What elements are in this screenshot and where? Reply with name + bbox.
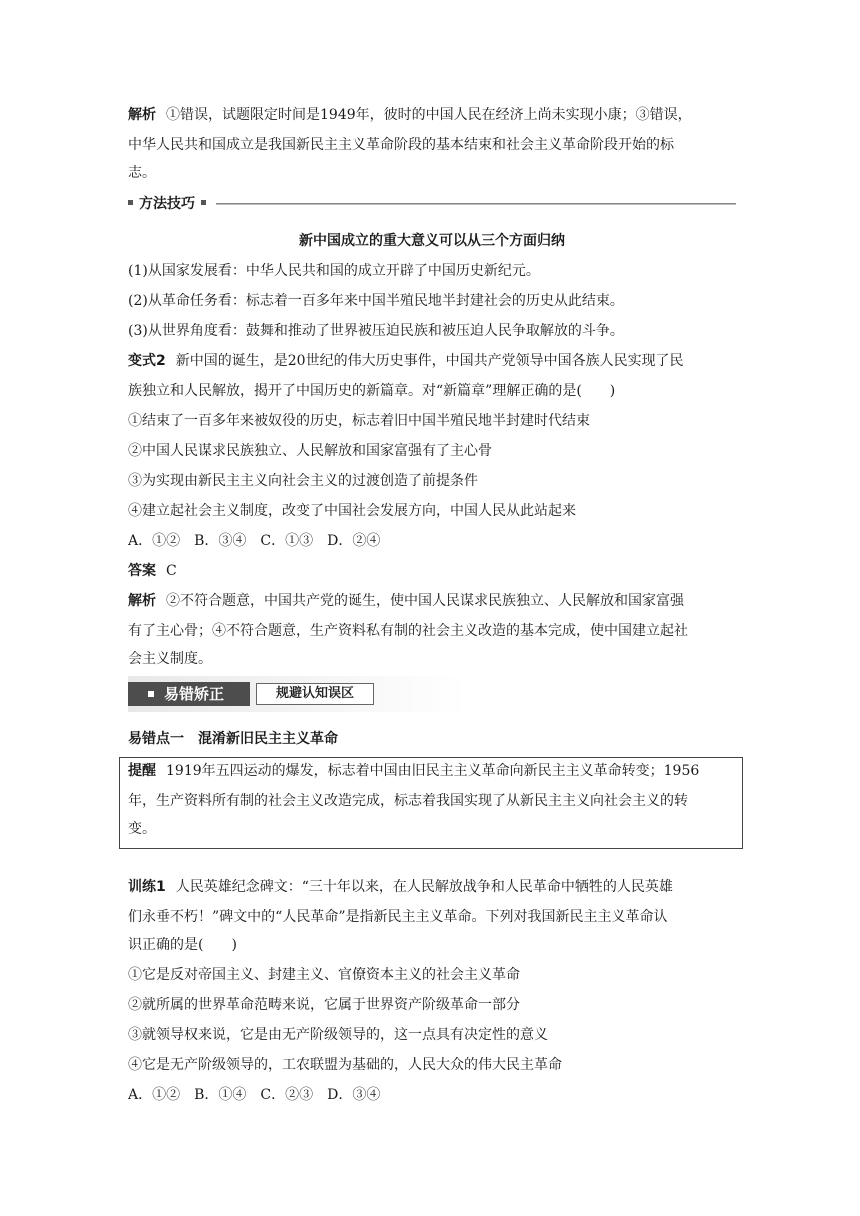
method-point: (2)从革命任务看：标志着一百多年来中国半殖民地半封建社会的历史从此结束。 bbox=[128, 293, 624, 309]
question-label: 变式2 bbox=[128, 353, 166, 369]
question-option: ②就所属的世界革命范畴来说，它属于世界资产阶级革命一部分 bbox=[128, 997, 520, 1013]
error-point-title: 混淆新旧民主主义革命 bbox=[198, 731, 338, 747]
question-option: ④它是无产阶级领导的，工农联盟为基础的，人民大众的伟大民主革命 bbox=[128, 1057, 562, 1073]
method-point: (3)从世界角度看：鼓舞和推动了世界被压迫民族和被压迫人民争取解放的斗争。 bbox=[128, 323, 624, 339]
bullet-square-icon bbox=[148, 691, 154, 697]
analysis-label: 解析 bbox=[128, 593, 156, 609]
banner-main: 易错矫正 bbox=[128, 682, 250, 706]
reminder-label: 提醒 bbox=[128, 763, 156, 779]
analysis-line: 解析 ②不符合题意，中国共产党的诞生，使中国人民谋求民族独立、人民解放和国家富强 bbox=[128, 593, 684, 609]
reminder-line: 年，生产资料所有制的社会主义改造完成，标志着我国实现了从新民主主义向社会主义的转 bbox=[128, 793, 688, 809]
question-option: ③就领导权来说，它是由无产阶级领导的，这一点具有决定性的意义 bbox=[128, 1027, 548, 1043]
question-option: ④建立起社会主义制度，改变了中国社会发展方向，中国人民从此站起来 bbox=[128, 503, 576, 519]
method-section-header bbox=[128, 192, 736, 214]
method-heading: 新中国成立的重大意义可以从三个方面归纳 bbox=[299, 233, 565, 249]
answer-choices: A．①② B．①④ C．②③ D．③④ bbox=[128, 1087, 381, 1103]
question-label: 训练1 bbox=[128, 879, 166, 895]
method-point: (1)从国家发展看：中华人民共和国的成立开辟了中国历史新纪元。 bbox=[128, 263, 540, 279]
answer-line bbox=[128, 556, 736, 586]
analysis-line: 有了主心骨；④不符合题意，生产资料私有制的社会主义改造的基本完成，使中国建立起社 bbox=[128, 623, 688, 639]
analysis-line: 解析 ①错误，试题限定时间是1949年，彼时的中国人民在经济上尚未实现小康；③错误， bbox=[128, 107, 692, 123]
question-stem: 训练1 人民英雄纪念碑文：“三十年以来，在人民解放战争和人民革命中牺牲的人民英雄 bbox=[128, 879, 673, 895]
question-stem: 变式2 新中国的诞生，是20世纪的伟大历史事件，中国共产党领导中国各族人民实现了民 bbox=[128, 353, 684, 369]
bullet-square-icon bbox=[201, 200, 206, 205]
question-option: ①结束了一百多年来被奴役的历史，标志着旧中国半殖民地半封建时代结束 bbox=[128, 413, 590, 429]
error-point-label: 易错点一 bbox=[128, 731, 184, 747]
question-option: ②中国人民谋求民族独立、人民解放和国家富强有了主心骨 bbox=[128, 443, 492, 459]
question-stem: 们永垂不朽！”碑文中的“人民革命”是指新民主主义革命。下列对我国新民主主义革命认 bbox=[128, 909, 668, 925]
analysis-line: 中华人民共和国成立是我国新民主主义革命阶段的基本结束和社会主义革命阶段开始的标 bbox=[128, 137, 674, 153]
bullet-square-icon bbox=[128, 200, 133, 205]
reminder-line: 提醒 1919年五四运动的爆发，标志着中国由旧民主主义革命向新民主主义革命转变；1956 bbox=[128, 763, 700, 779]
section-divider bbox=[216, 203, 736, 205]
answer-choices: A．①② B．③④ C．①③ D．②④ bbox=[128, 533, 381, 549]
answer-value: C bbox=[166, 563, 177, 579]
analysis-label: 解析 bbox=[128, 107, 156, 123]
analysis-line: 志。 bbox=[128, 165, 156, 181]
question-stem: 识正确的是( ) bbox=[128, 937, 237, 953]
reminder-line: 变。 bbox=[128, 821, 156, 837]
error-correction-banner bbox=[128, 676, 466, 712]
question-stem: 族独立和人民解放，揭开了中国历史的新篇章。对“新篇章”理解正确的是( ) bbox=[128, 383, 616, 399]
answer-label: 答案 bbox=[128, 563, 156, 579]
question-option: ①它是反对帝国主义、封建主义、官僚资本主义的社会主义革命 bbox=[128, 967, 520, 983]
section-title: 方法技巧 bbox=[139, 195, 195, 212]
analysis-line: 会主义制度。 bbox=[128, 651, 212, 667]
error-point-heading bbox=[128, 724, 736, 754]
banner-subtitle: 规避认知误区 bbox=[256, 683, 374, 705]
question-option: ③为实现由新民主主义向社会主义的过渡创造了前提条件 bbox=[128, 473, 478, 489]
